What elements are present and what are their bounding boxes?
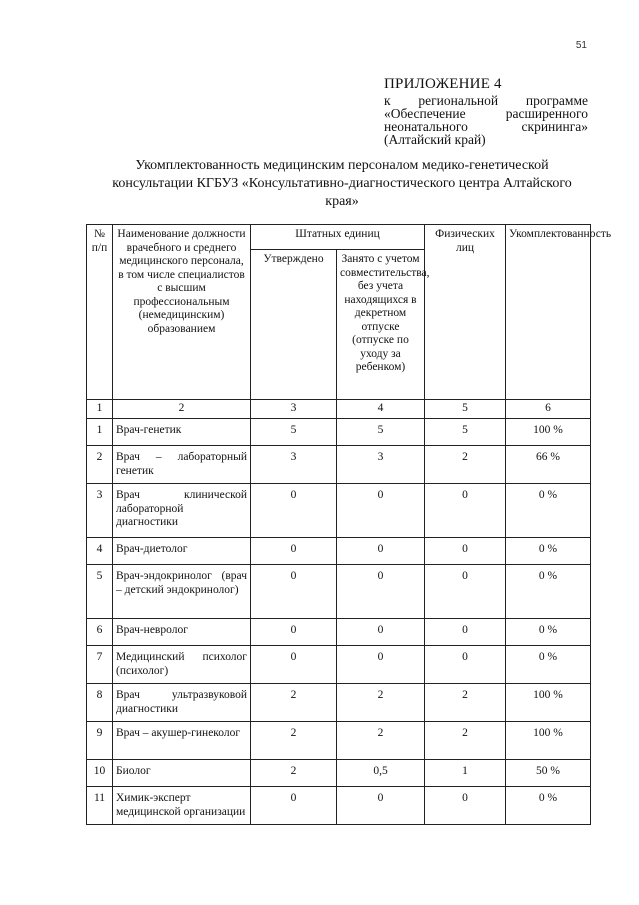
table-row — [87, 565, 591, 619]
row-number: 5 — [87, 565, 113, 619]
staffing-table — [86, 224, 612, 825]
column-number: 5 — [425, 400, 506, 419]
occupied-value: 0 — [337, 484, 425, 538]
appendix-line: «Обеспечение расширенного — [384, 106, 588, 121]
approved-value: 0 — [251, 484, 337, 538]
position-name: Врач клинической лабораторной диагностики — [113, 484, 251, 538]
approved-value: 0 — [251, 619, 337, 646]
header-occupied: Занято с учетом совместительства, без учета находящихся в декретном отпуске (отпуске по уходу за ребенком) — [337, 250, 425, 400]
physical-persons-value: 2 — [425, 684, 506, 722]
approved-value: 2 — [251, 722, 337, 760]
column-number: 1 — [87, 400, 113, 419]
table-row — [87, 787, 591, 825]
table-row — [87, 446, 591, 484]
physical-persons-value: 0 — [425, 787, 506, 825]
row-number: 6 — [87, 619, 113, 646]
staffing-value: 0 % — [506, 619, 591, 646]
appendix-title: ПРИЛОЖЕНИЕ 4 — [384, 76, 502, 92]
physical-persons-value: 0 — [425, 538, 506, 565]
column-number: 3 — [251, 400, 337, 419]
occupied-value: 0 — [337, 646, 425, 684]
staffing-value: 100 % — [506, 419, 591, 446]
position-name: Химик-эксперт медицинской организации — [113, 787, 251, 825]
appendix-line: (Алтайский край) — [384, 132, 486, 147]
occupied-value: 2 — [337, 684, 425, 722]
physical-persons-value: 5 — [425, 419, 506, 446]
table-body — [87, 400, 591, 825]
position-name: Медицинский психолог (психолог) — [113, 646, 251, 684]
staffing-value: 0 % — [506, 646, 591, 684]
row-number: 9 — [87, 722, 113, 760]
table-row — [87, 619, 591, 646]
position-name: Врач – акушер-гинеколог — [113, 722, 251, 760]
title-line: края» — [325, 194, 359, 209]
table-row — [87, 722, 591, 760]
position-name: Врач-эндокринолог (врач – детский эндокринолог) — [113, 565, 251, 619]
appendix-line: к региональной программе — [384, 93, 588, 108]
occupied-value: 3 — [337, 446, 425, 484]
header-approved: Утверждено — [251, 250, 337, 400]
occupied-value: 2 — [337, 722, 425, 760]
table-row — [87, 538, 591, 565]
physical-persons-value: 0 — [425, 484, 506, 538]
approved-value: 3 — [251, 446, 337, 484]
table-row — [87, 646, 591, 684]
staffing-value: 0 % — [506, 484, 591, 538]
header-num: № п/п — [87, 225, 113, 400]
row-number: 11 — [87, 787, 113, 825]
header-position-name: Наименование должности врачебного и среднего медицинского персонала, в том числе специалистов с высшим профессиональным (немедицинским) образованием — [113, 225, 251, 400]
physical-persons-value: 2 — [425, 446, 506, 484]
staffing-value: 0 % — [506, 565, 591, 619]
approved-value: 0 — [251, 538, 337, 565]
staffing-value: 0 % — [506, 538, 591, 565]
occupied-value: 0 — [337, 787, 425, 825]
position-name: Врач – лабораторный генетик — [113, 446, 251, 484]
approved-value: 0 — [251, 646, 337, 684]
appendix-line: неонатального скрининга» — [384, 119, 588, 134]
staffing-value: 50 % — [506, 760, 591, 787]
header-staff-units: Штатных единиц — [251, 225, 425, 250]
table-row — [87, 484, 591, 538]
title-line: Укомплектованность медицинским персоналом медико-генетической — [135, 158, 549, 173]
table-row — [87, 760, 591, 787]
physical-persons-value: 0 — [425, 619, 506, 646]
column-number: 4 — [337, 400, 425, 419]
row-number: 10 — [87, 760, 113, 787]
row-number: 2 — [87, 446, 113, 484]
position-name: Врач-невролог — [113, 619, 251, 646]
position-name: Врач-генетик — [113, 419, 251, 446]
approved-value: 0 — [251, 787, 337, 825]
column-number-row — [87, 400, 591, 419]
physical-persons-value: 0 — [425, 646, 506, 684]
column-number: 6 — [506, 400, 591, 419]
physical-persons-value: 0 — [425, 565, 506, 619]
position-name: Биолог — [113, 760, 251, 787]
page-number: 51 — [575, 40, 587, 51]
header-physical-persons: Физических лиц — [425, 225, 506, 400]
approved-value: 2 — [251, 684, 337, 722]
position-name: Врач-диетолог — [113, 538, 251, 565]
approved-value: 0 — [251, 565, 337, 619]
occupied-value: 0 — [337, 565, 425, 619]
occupied-value: 0 — [337, 619, 425, 646]
staffing-value: 100 % — [506, 684, 591, 722]
approved-value: 2 — [251, 760, 337, 787]
staffing-value: 100 % — [506, 722, 591, 760]
staffing-value: 66 % — [506, 446, 591, 484]
physical-persons-value: 2 — [425, 722, 506, 760]
row-number: 3 — [87, 484, 113, 538]
occupied-value: 0,5 — [337, 760, 425, 787]
table-row — [87, 419, 591, 446]
physical-persons-value: 1 — [425, 760, 506, 787]
occupied-value: 0 — [337, 538, 425, 565]
row-number: 7 — [87, 646, 113, 684]
table-row — [87, 684, 591, 722]
title-line: консультации КГБУЗ «Консультативно-диагностического центра Алтайского — [112, 176, 572, 191]
row-number: 1 — [87, 419, 113, 446]
row-number: 8 — [87, 684, 113, 722]
row-number: 4 — [87, 538, 113, 565]
appendix-block — [384, 78, 588, 146]
position-name: Врач ультразвуковой диагностики — [113, 684, 251, 722]
staffing-value: 0 % — [506, 787, 591, 825]
occupied-value: 5 — [337, 419, 425, 446]
document-title — [90, 157, 594, 211]
approved-value: 5 — [251, 419, 337, 446]
header-staffing-level: Укомплектованность — [506, 225, 591, 400]
column-number: 2 — [113, 400, 251, 419]
